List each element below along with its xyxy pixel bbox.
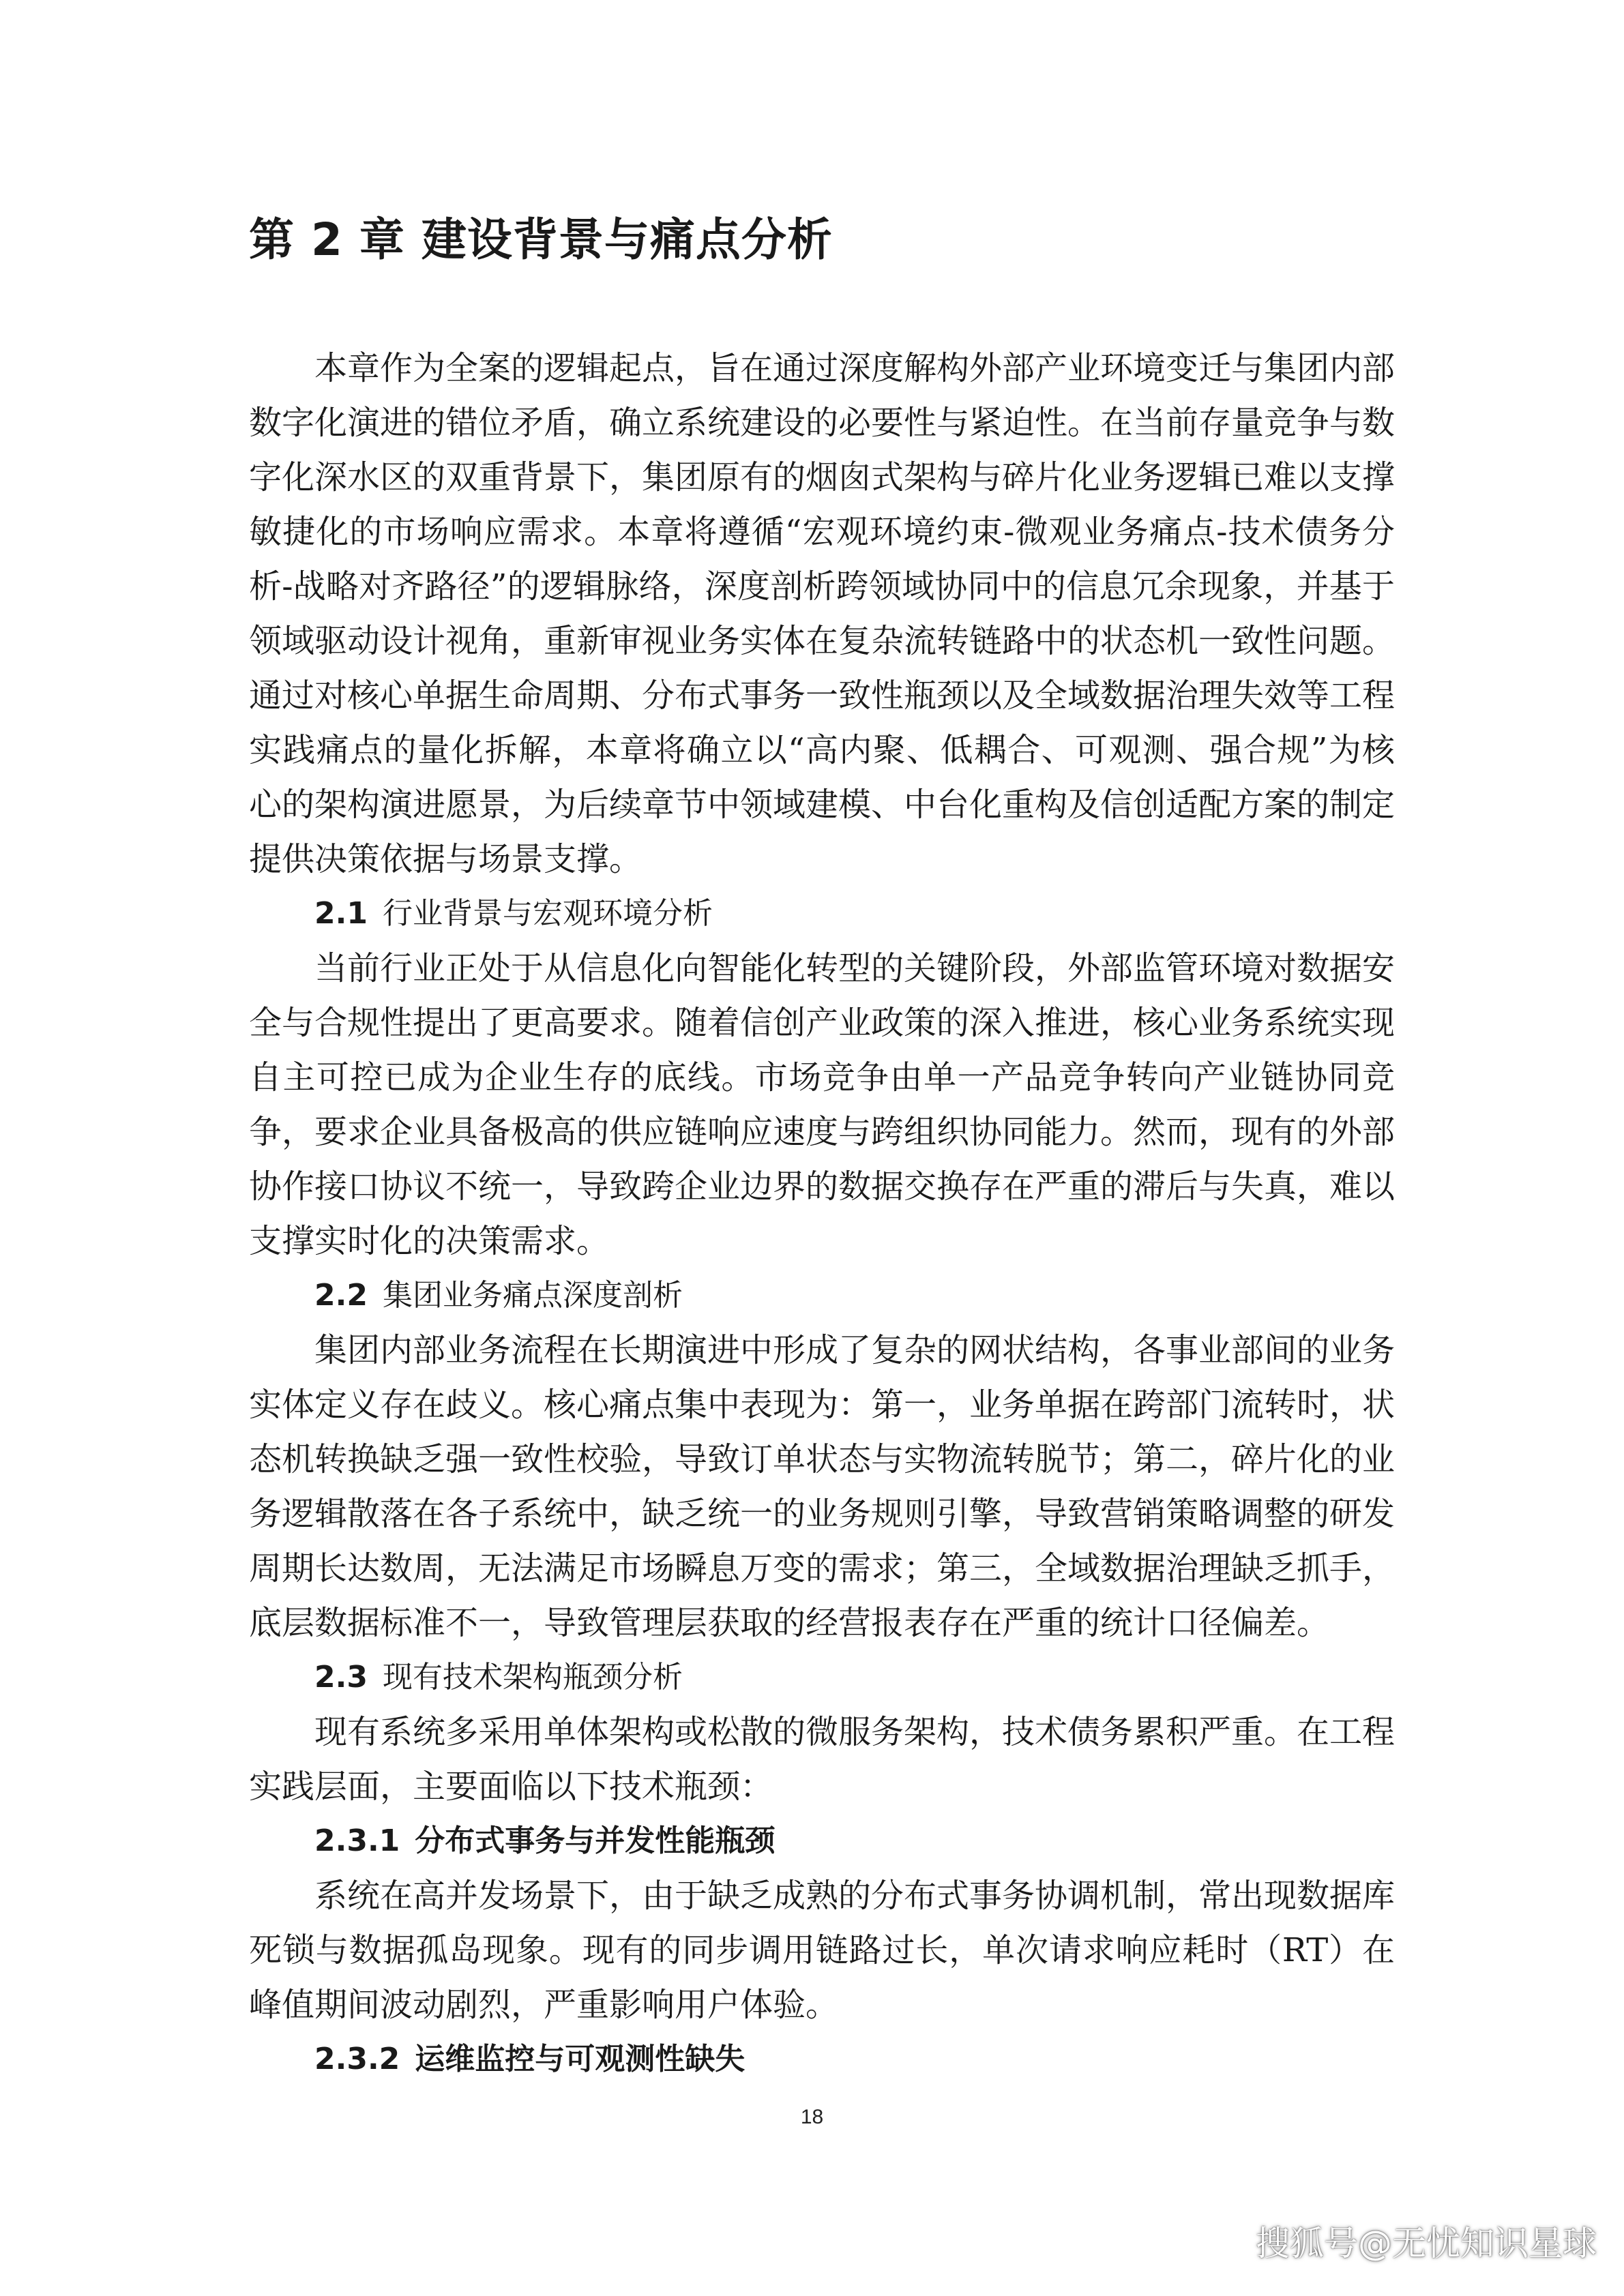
subsection-number: 2.3.2: [314, 2042, 400, 2076]
section-number: 2.2: [314, 1278, 368, 1313]
document-body: [249, 341, 1395, 2087]
section-paragraph-2-1: 当前行业正处于从信息化向智能化转型的关键阶段，外部监管环境对数据安全与合规性提出了更高要求。随着信创产业政策的深入推进，核心业务系统实现自主可控已成为企业生存的底线。市场竞争由单一产品竞争转向产业链协同竞争，要求企业具备极高的供应链响应速度与跨组织协同能力。然而，现有的外部协作接口协议不统一，导致跨企业边界的数据交换存在严重的滞后与失真，难以支撑实时化的决策需求。: [249, 949, 1396, 1260]
section-paragraph-2-3: 现有系统多采用单体架构或松散的微服务架构，技术债务累积严重。在工程实践层面，主要面临以下技术瓶颈：: [249, 1713, 1396, 1806]
page-number: 18: [800, 2106, 824, 2128]
section-number: 2.3: [314, 1660, 368, 1695]
section-heading-2-3: [249, 1650, 1395, 1705]
subsection-title: 分布式事务与并发性能瓶颈: [415, 1823, 776, 1858]
section-title: 现有技术架构瓶颈分析: [382, 1660, 683, 1695]
section-heading-2-2: [249, 1268, 1395, 1323]
section-number: 2.1: [314, 896, 368, 931]
watermark-text: 搜狐号@无忧知识星球: [1256, 2224, 1597, 2263]
section-paragraph-2-2: 集团内部业务流程在长期演进中形成了复杂的网状结构，各事业部间的业务实体定义存在歧义。核心痛点集中表现为：第一，业务单据在跨部门流转时，状态机转换缺乏强一致性校验，导致订单状态与实物流转脱节；第二，碎片化的业务逻辑散落在各子系统中，缺乏统一的业务规则引擎，导致营销策略调整的研发周期长达数周，无法满足市场瞬息万变的需求；第三，全域数据治理缺乏抓手，底层数据标准不一，导致管理层获取的经营报表存在严重的统计口径偏差。: [249, 1331, 1396, 1642]
subsection-heading-2-3-1: [249, 1814, 1395, 1868]
section-heading-2-1: [249, 886, 1395, 941]
subsection-title: 运维监控与可观测性缺失: [415, 2042, 745, 2076]
intro-paragraph: 本章作为全案的逻辑起点，旨在通过深度解构外部产业环境变迁与集团内部数字化演进的错位矛盾，确立系统建设的必要性与紧迫性。在当前存量竞争与数字化深水区的双重背景下，集团原有的烟囱式架构与碎片化业务逻辑已难以支撑敏捷化的市场响应需求。本章将遵循“宏观环境约束-微观业务痛点-技术债务分析-战略对齐路径”的逻辑脉络，深度剖析跨领域协同中的信息冗余现象，并基于领域驱动设计视角，重新审视业务实体在复杂流转链路中的状态机一致性问题。通过对核心单据生命周期、分布式事务一致性瓶颈以及全域数据治理失效等工程实践痛点的量化拆解，本章将确立以“高内聚、低耦合、可观测、强合规”为核心的架构演进愿景，为后续章节中领域建模、中台化重构及信创适配方案的制定提供决策依据与场景支撑。: [249, 349, 1396, 878]
subsection-number: 2.3.1: [314, 1823, 400, 1858]
section-title: 集团业务痛点深度剖析: [382, 1278, 683, 1313]
section-title: 行业背景与宏观环境分析: [382, 896, 713, 931]
subsection-heading-2-3-2: [249, 2032, 1395, 2087]
chapter-title: 第 2 章 建设背景与痛点分析: [249, 213, 833, 266]
subsection-paragraph-2-3-1: 系统在高并发场景下，由于缺乏成熟的分布式事务协调机制，常出现数据库死锁与数据孤岛现象。现有的同步调用链路过长，单次请求响应耗时（RT）在峰值期间波动剧烈，严重影响用户体验。: [249, 1877, 1396, 2024]
